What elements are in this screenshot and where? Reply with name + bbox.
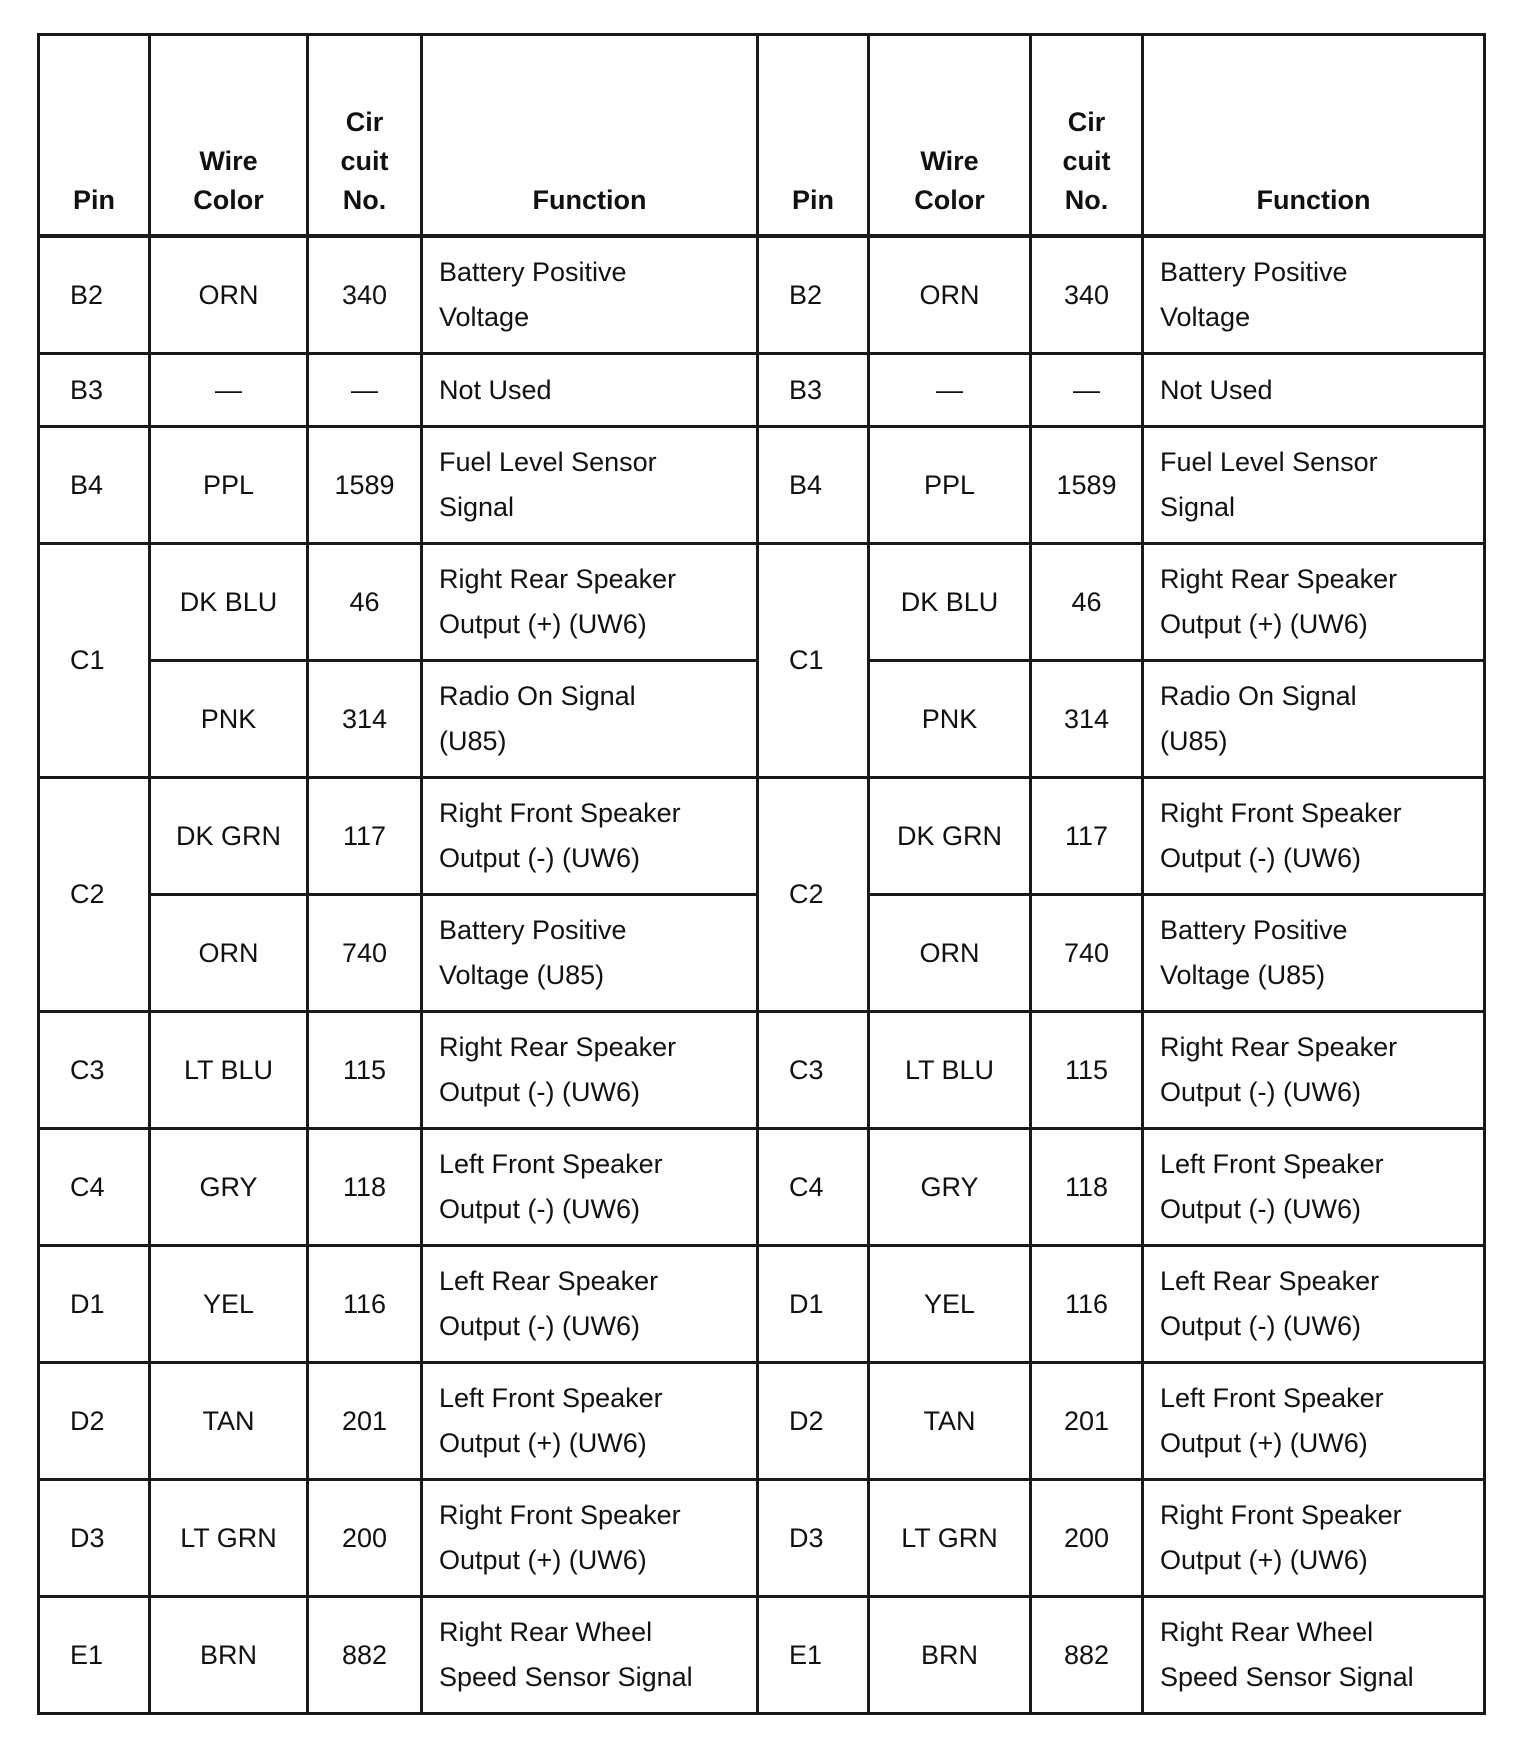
function-line: Right Rear Speaker [439,564,677,594]
function-line: Output (+) (UW6) [439,1545,647,1575]
function-line: Right Rear Speaker [1160,1032,1398,1062]
function-cell [422,1129,758,1246]
table-row [39,544,1485,661]
function-cell [1143,1012,1485,1129]
wire-color-cell: ORN [869,236,1031,354]
function-line: Right Front Speaker [439,798,681,828]
function-line: Output (+) (UW6) [1160,609,1368,639]
circuit-no-cell: 314 [1031,661,1143,778]
circuit-no-cell: 201 [308,1363,422,1480]
wire-color-cell: DK BLU [150,544,308,661]
function-line: Output (-) (UW6) [439,1194,641,1224]
function-cell [422,1480,758,1597]
function-line: Battery Positive [1160,257,1348,287]
circuit-no-cell: 115 [308,1012,422,1129]
pin-cell: D3 [758,1480,869,1597]
circuit-no-cell: 314 [308,661,422,778]
circuit-no-cell: 740 [1031,895,1143,1012]
circuit-no-cell: 882 [1031,1597,1143,1714]
function-cell [1143,778,1485,895]
wire-color-cell: LT BLU [869,1012,1031,1129]
wire-color-cell: BRN [869,1597,1031,1714]
header-wire-color: Wire Color [150,35,308,237]
function-line: Output (+) (UW6) [439,609,647,639]
function-line: Radio On Signal [439,681,636,711]
function-line: Right Rear Speaker [1160,564,1398,594]
circuit-no-cell: 1589 [308,427,422,544]
function-line: Signal [439,492,515,522]
pin-cell: D1 [39,1246,150,1363]
function-line: Battery Positive [439,915,627,945]
circuit-no-cell: 117 [308,778,422,895]
function-line: Not Used [1160,374,1273,405]
function-line: Voltage (U85) [439,960,605,990]
table-body [39,236,1485,1714]
function-line: Speed Sensor Signal [1160,1662,1414,1692]
circuit-no-cell: 340 [308,236,422,354]
circuit-no-cell: 118 [308,1129,422,1246]
function-line: Battery Positive [1160,915,1348,945]
pin-cell: B4 [758,427,869,544]
table-row [39,354,1485,427]
pin-cell: D2 [39,1363,150,1480]
wire-color-cell: PPL [150,427,308,544]
circuit-no-cell: 46 [308,544,422,661]
wire-color-cell: ORN [869,895,1031,1012]
function-line: Left Front Speaker [439,1149,663,1179]
function-cell [422,544,758,661]
circuit-no-cell: 340 [1031,236,1143,354]
function-line: Left Front Speaker [1160,1383,1384,1413]
pin-cell: C1 [39,544,150,778]
function-line: Output (-) (UW6) [439,1311,641,1341]
circuit-no-cell: — [1031,354,1143,427]
function-cell [422,1363,758,1480]
header-wire-color: Wire Color [869,35,1031,237]
pin-cell: B2 [758,236,869,354]
table-row [39,1129,1485,1246]
function-line: Left Front Speaker [1160,1149,1384,1179]
table-row [39,427,1485,544]
wire-color-cell: LT GRN [869,1480,1031,1597]
function-cell [1143,895,1485,1012]
function-line: Right Front Speaker [1160,1500,1402,1530]
circuit-no-cell: 1589 [1031,427,1143,544]
function-line: Output (-) (UW6) [1160,843,1362,873]
function-line: Output (-) (UW6) [1160,1194,1362,1224]
function-line: Fuel Level Sensor [1160,447,1378,477]
function-line: Left Rear Speaker [1160,1266,1380,1296]
function-line: Left Front Speaker [439,1383,663,1413]
function-cell [1143,1363,1485,1480]
function-cell [422,778,758,895]
wire-color-cell: — [869,354,1031,427]
header-pin: Pin [758,35,869,237]
circuit-no-cell: 882 [308,1597,422,1714]
function-line: Radio On Signal [1160,681,1357,711]
pin-cell: C1 [758,544,869,778]
function-cell [422,1246,758,1363]
function-line: Right Rear Wheel [439,1617,653,1647]
function-cell [1143,1129,1485,1246]
function-cell [422,1012,758,1129]
pin-cell: C2 [39,778,150,1012]
function-line: (U85) [439,726,507,756]
function-line: Voltage (U85) [1160,960,1326,990]
function-cell [422,661,758,778]
function-line: (U85) [1160,726,1228,756]
function-line: Voltage [439,302,530,332]
function-line: Output (+) (UW6) [1160,1545,1368,1575]
table-row [39,1246,1485,1363]
wire-color-cell: LT BLU [150,1012,308,1129]
function-line: Right Front Speaker [439,1500,681,1530]
function-line: Left Rear Speaker [439,1266,659,1296]
header-function: Function [1143,35,1485,237]
table-row [39,778,1485,895]
function-line: Voltage [1160,302,1251,332]
function-line: Output (+) (UW6) [1160,1428,1368,1458]
circuit-no-cell: 117 [1031,778,1143,895]
wire-color-cell: PPL [869,427,1031,544]
function-line: Right Front Speaker [1160,798,1402,828]
function-cell [1143,1246,1485,1363]
circuit-no-cell: 200 [308,1480,422,1597]
circuit-no-cell: 200 [1031,1480,1143,1597]
pin-cell: E1 [39,1597,150,1714]
function-cell [422,1597,758,1714]
connector-pinout-table [37,33,1486,1715]
pin-cell: C4 [39,1129,150,1246]
header-pin: Pin [39,35,150,237]
function-line: Signal [1160,492,1236,522]
wire-color-cell: GRY [869,1129,1031,1246]
circuit-no-cell: 201 [1031,1363,1143,1480]
pin-cell: B3 [39,354,150,427]
wire-color-cell: ORN [150,236,308,354]
function-line: Output (-) (UW6) [439,843,641,873]
function-cell [1143,354,1485,427]
pin-cell: D3 [39,1480,150,1597]
pin-cell: C3 [39,1012,150,1129]
wire-color-cell: GRY [150,1129,308,1246]
circuit-no-cell: 116 [1031,1246,1143,1363]
table-row [39,1597,1485,1714]
wire-color-cell: DK GRN [150,778,308,895]
function-cell [1143,661,1485,778]
function-cell [1143,1597,1485,1714]
table-row [39,1012,1485,1129]
wire-color-cell: DK BLU [869,544,1031,661]
wire-color-cell: PNK [869,661,1031,778]
table-row [39,236,1485,354]
pin-cell: B3 [758,354,869,427]
function-cell [1143,427,1485,544]
pin-cell: E1 [758,1597,869,1714]
wire-color-cell: PNK [150,661,308,778]
wire-color-cell: YEL [869,1246,1031,1363]
function-line: Output (+) (UW6) [439,1428,647,1458]
pin-cell: C2 [758,778,869,1012]
table-row [39,1363,1485,1480]
pin-cell: B2 [39,236,150,354]
function-line: Fuel Level Sensor [439,447,657,477]
pin-cell: D2 [758,1363,869,1480]
function-cell [1143,236,1485,354]
function-line: Not Used [439,374,552,405]
wire-color-cell: DK GRN [869,778,1031,895]
function-line: Output (-) (UW6) [439,1077,641,1107]
wire-color-cell: LT GRN [150,1480,308,1597]
header-circuit-no: Cir cuit No. [1031,35,1143,237]
function-cell [422,236,758,354]
circuit-no-cell: 116 [308,1246,422,1363]
wire-color-cell: ORN [150,895,308,1012]
table-row [39,1480,1485,1597]
circuit-no-cell: 740 [308,895,422,1012]
header-function: Function [422,35,758,237]
function-line: Speed Sensor Signal [439,1662,693,1692]
circuit-no-cell: 118 [1031,1129,1143,1246]
function-cell [1143,1480,1485,1597]
pin-cell: C3 [758,1012,869,1129]
function-cell [422,427,758,544]
wire-color-cell: BRN [150,1597,308,1714]
function-line: Right Rear Wheel [1160,1617,1374,1647]
wire-color-cell: TAN [150,1363,308,1480]
function-cell [422,354,758,427]
function-line: Battery Positive [439,257,627,287]
circuit-no-cell: 115 [1031,1012,1143,1129]
function-line: Output (-) (UW6) [1160,1311,1362,1341]
function-cell [1143,544,1485,661]
wire-color-cell: — [150,354,308,427]
circuit-no-cell: 46 [1031,544,1143,661]
wire-color-cell: YEL [150,1246,308,1363]
header-circuit-no: Cir cuit No. [308,35,422,237]
circuit-no-cell: — [308,354,422,427]
pin-cell: C4 [758,1129,869,1246]
function-line: Right Rear Speaker [439,1032,677,1062]
wire-color-cell: TAN [869,1363,1031,1480]
pin-cell: D1 [758,1246,869,1363]
function-line: Output (-) (UW6) [1160,1077,1362,1107]
header-row [39,35,1485,237]
pin-cell: B4 [39,427,150,544]
function-cell [422,895,758,1012]
